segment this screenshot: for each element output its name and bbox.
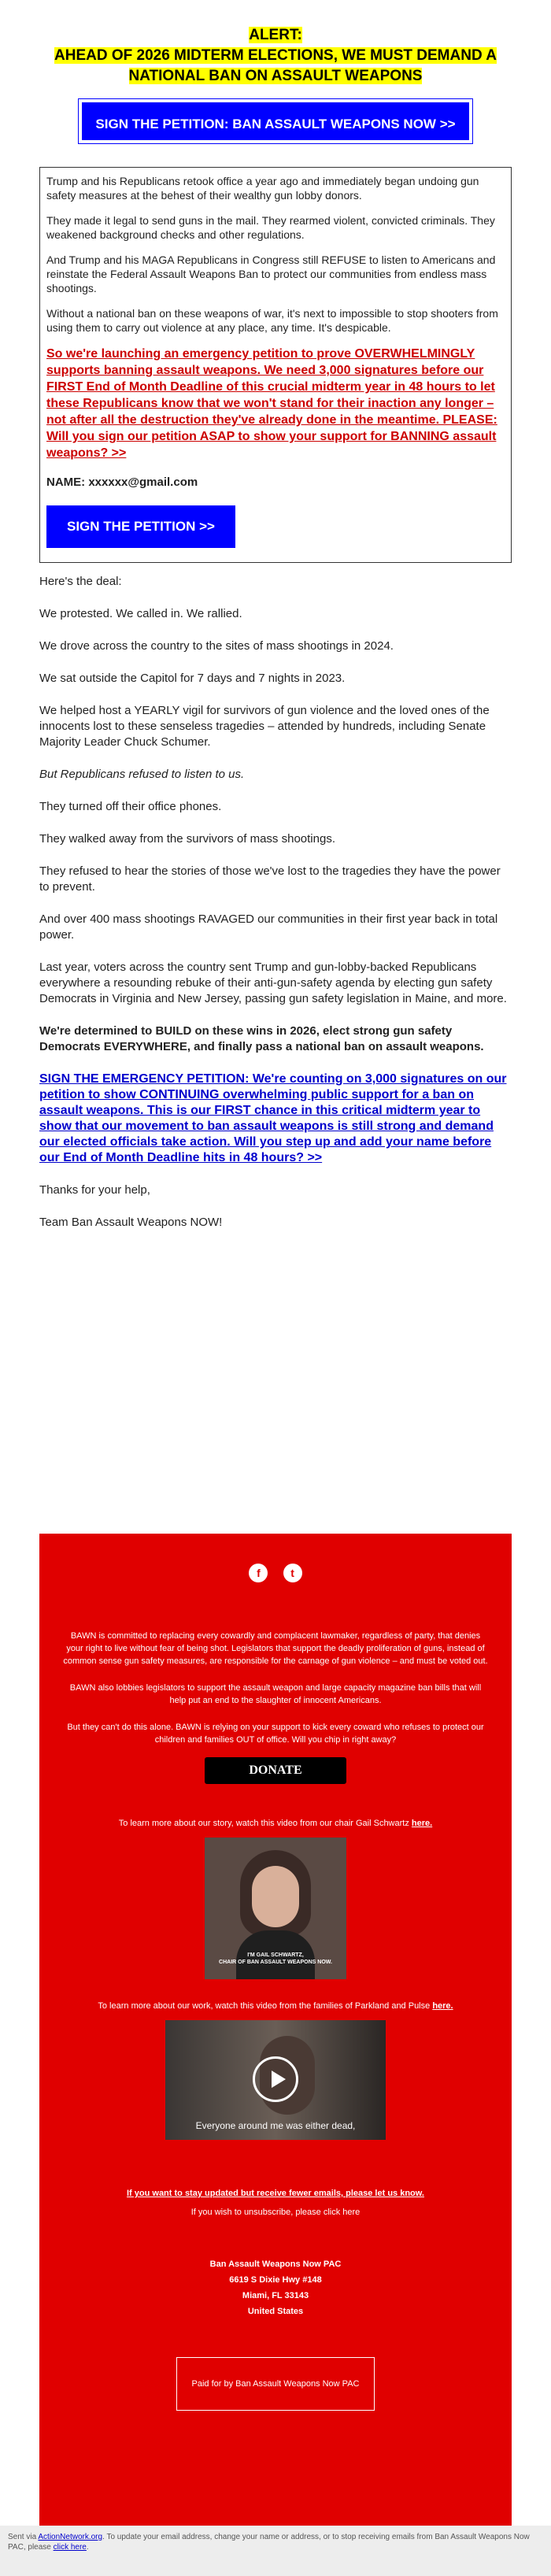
bottom-sent-via: Sent via	[8, 2533, 37, 2541]
address-country: United States	[247, 2307, 304, 2316]
body-paragraph-1: Here's the deal:	[39, 575, 122, 588]
donate-button[interactable]: DONATE	[205, 1757, 346, 1784]
bottom-middle-text: . To update your email address, change your name or address, or to stop receiving emails from Ban Assault Weapons Now PAC, please	[8, 2533, 530, 2552]
video1-caption-line-2: CHAIR OF BAN ASSAULT WEAPONS NOW.	[219, 1960, 332, 1965]
body-paragraph-2: We protested. We called in. We rallied.	[39, 607, 242, 620]
manage-subscription-link[interactable]: click here	[53, 2543, 87, 2552]
video-thumbnail-gail-schwartz[interactable]	[205, 1838, 346, 1979]
petition-box	[39, 167, 512, 563]
stay-updated-link[interactable]: If you want to stay updated but receive fewer emails, please let us know.	[127, 2189, 424, 2198]
org-name: Ban Assault Weapons Now PAC	[209, 2260, 342, 2269]
video1-link[interactable]: here.	[411, 1819, 433, 1828]
body-paragraph-10: And over 400 mass shootings RAVAGED our communities in their first year back in total power.	[39, 912, 498, 942]
body-paragraph-5: We helped host a YEARLY vigil for survivors of gun violence and the loved ones of the innocents lost to these senseless tragedies – attended by hundreds, including Senate Majority Leader Chuck Schumer.	[39, 704, 490, 749]
footer-panel	[39, 1534, 512, 2526]
thanks-line: Thanks for your help,	[39, 1183, 150, 1197]
footer-paragraph-3: But they can't do this alone. BAWN is relying on your support to kick every coward who refuses to protect our children and families OUT of office. Will you chip in right away?	[67, 1723, 484, 1745]
twitter-icon[interactable]: t	[283, 1564, 302, 1582]
video2-caption: Everyone around me was either dead,	[195, 2120, 356, 2131]
email-body	[39, 0, 512, 1247]
name-field-display: NAME: xxxxxx@gmail.com	[46, 476, 198, 489]
body-paragraph-11: Last year, voters across the country sent Trump and gun-lobby-backed Republicans everywhere a resounding rebuke of their anti-gun-safety agenda by electing gun safety Democrats in Virginia and New Jersey, passing gun safety legislation in Maine, and more.	[39, 960, 507, 1005]
video2-text-line	[63, 2000, 488, 2012]
box-paragraph-1: Trump and his Republicans retook office a year ago and immediately began undoing gun safety measures at the behest of their wealthy gun lobby donors.	[46, 175, 479, 202]
body-paragraph-12: We're determined to BUILD on these wins in 2026, elect strong gun safety Democrats EVERYWHERE, and finally pass a national ban on assault weapons.	[39, 1024, 484, 1053]
alert-line-2: AHEAD OF 2026 MIDTERM ELECTIONS, WE MUST DEMAND A NATIONAL BAN ON ASSAULT WEAPONS	[54, 47, 497, 84]
signature-line: Team Ban Assault Weapons NOW!	[39, 1216, 223, 1229]
video2-text: To learn more about our work, watch this video from the families of Parkland and Pulse	[98, 2001, 431, 2011]
footer-paragraph-1: BAWN is committed to replacing every cowardly and complacent lawmaker, regardless of party, that denies your right to live without fear of being shot. Legislators that support the deadly proliferation of guns, instead of common sense gun safety measures, are responsible for the carnage of gun violence – and must be voted out.	[63, 1631, 488, 1666]
bottom-end-period: .	[86, 2543, 89, 2552]
sign-petition-button[interactable]: SIGN THE PETITION >>	[46, 505, 235, 548]
sign-petition-top-button[interactable]: SIGN THE PETITION: BAN ASSAULT WEAPONS NOW >>	[79, 99, 472, 143]
alert-heading	[39, 25, 512, 87]
actionnetwork-link[interactable]: ActionNetwork.org	[38, 2533, 103, 2541]
paid-for-disclaimer: Paid for by Ban Assault Weapons Now PAC	[176, 2357, 375, 2411]
body-paragraph-8: They walked away from the survivors of mass shootings.	[39, 832, 335, 846]
social-icons	[39, 1564, 512, 1582]
body-paragraph-6: But Republicans refused to listen to us.	[39, 768, 245, 781]
alert-line-1: ALERT:	[249, 27, 302, 43]
video1-text: To learn more about our story, watch this video from our chair Gail Schwartz	[118, 1819, 409, 1828]
video-thumbnail-parkland-pulse[interactable]	[165, 2020, 386, 2140]
footer-paragraph-2: BAWN also lobbies legislators to support the assault weapon and large capacity magazine ban bills that will help put an end to the slaughter of innocent Americans.	[69, 1683, 482, 1705]
urgent-petition-link[interactable]: So we're launching an emergency petition to prove OVERWHELMINGLY supports banning assault weapons. We need 3,000 signatures before our FIRST End of Month Deadline of this crucial midterm year in 48 hours to let these Republicans know that we won't stand for their inaction any longer – not after all the destruction they've already done in the meantime. PLEASE: Will you sign our petition ASAP to show your support for BANNING assault weapons? >>	[46, 347, 497, 460]
address-line-2: Miami, FL 33143	[242, 2291, 309, 2300]
video1-caption	[205, 1952, 346, 1966]
play-icon[interactable]	[253, 2056, 298, 2102]
video1-caption-line-1: I'M GAIL SCHWARTZ,	[247, 1952, 304, 1958]
portrait-face-shape	[252, 1866, 299, 1927]
body-paragraph-7: They turned off their office phones.	[39, 800, 222, 813]
video1-text-line	[63, 1817, 488, 1830]
facebook-icon[interactable]: f	[249, 1564, 268, 1582]
action-network-footer	[0, 2526, 551, 2576]
body-paragraph-9: They refused to hear the stories of those we've lost to the tragedies they have the power to prevent.	[39, 864, 501, 894]
body-paragraph-3: We drove across the country to the sites of mass shootings in 2024.	[39, 639, 394, 653]
box-paragraph-2: They made it legal to send guns in the mail. They rearmed violent, convicted criminals. They weakened background checks and other regulations.	[46, 214, 495, 241]
mailing-address	[63, 2256, 488, 2319]
address-line-1: 6619 S Dixie Hwy #148	[229, 2275, 322, 2285]
email-body-text	[39, 574, 512, 1231]
play-triangle	[272, 2071, 286, 2088]
box-paragraph-4: Without a national ban on these weapons of war, it's next to impossible to stop shooters from using them to carry out violence at any place, any time. It's despicable.	[46, 307, 498, 334]
video2-link[interactable]: here.	[432, 2001, 453, 2011]
unsubscribe-link[interactable]: If you wish to unsubscribe, please click here	[190, 2208, 361, 2217]
body-paragraph-4: We sat outside the Capitol for 7 days and 7 nights in 2023.	[39, 672, 346, 685]
box-paragraph-3: And Trump and his MAGA Republicans in Congress still REFUSE to listen to Americans and reinstate the Federal Assault Weapons Ban to protect our communities from endless mass shootings.	[46, 254, 496, 294]
emergency-petition-link[interactable]: SIGN THE EMERGENCY PETITION: We're counting on 3,000 signatures on our petition to show CONTINUING overwhelming public support for a ban on assault weapons. This is our FIRST chance in this critical midterm year to show that our movement to ban assault weapons is still strong and demand our elected officials take action. Will you step up and add your name before our End of Month Deadline hits in 48 hours? >>	[39, 1072, 507, 1164]
